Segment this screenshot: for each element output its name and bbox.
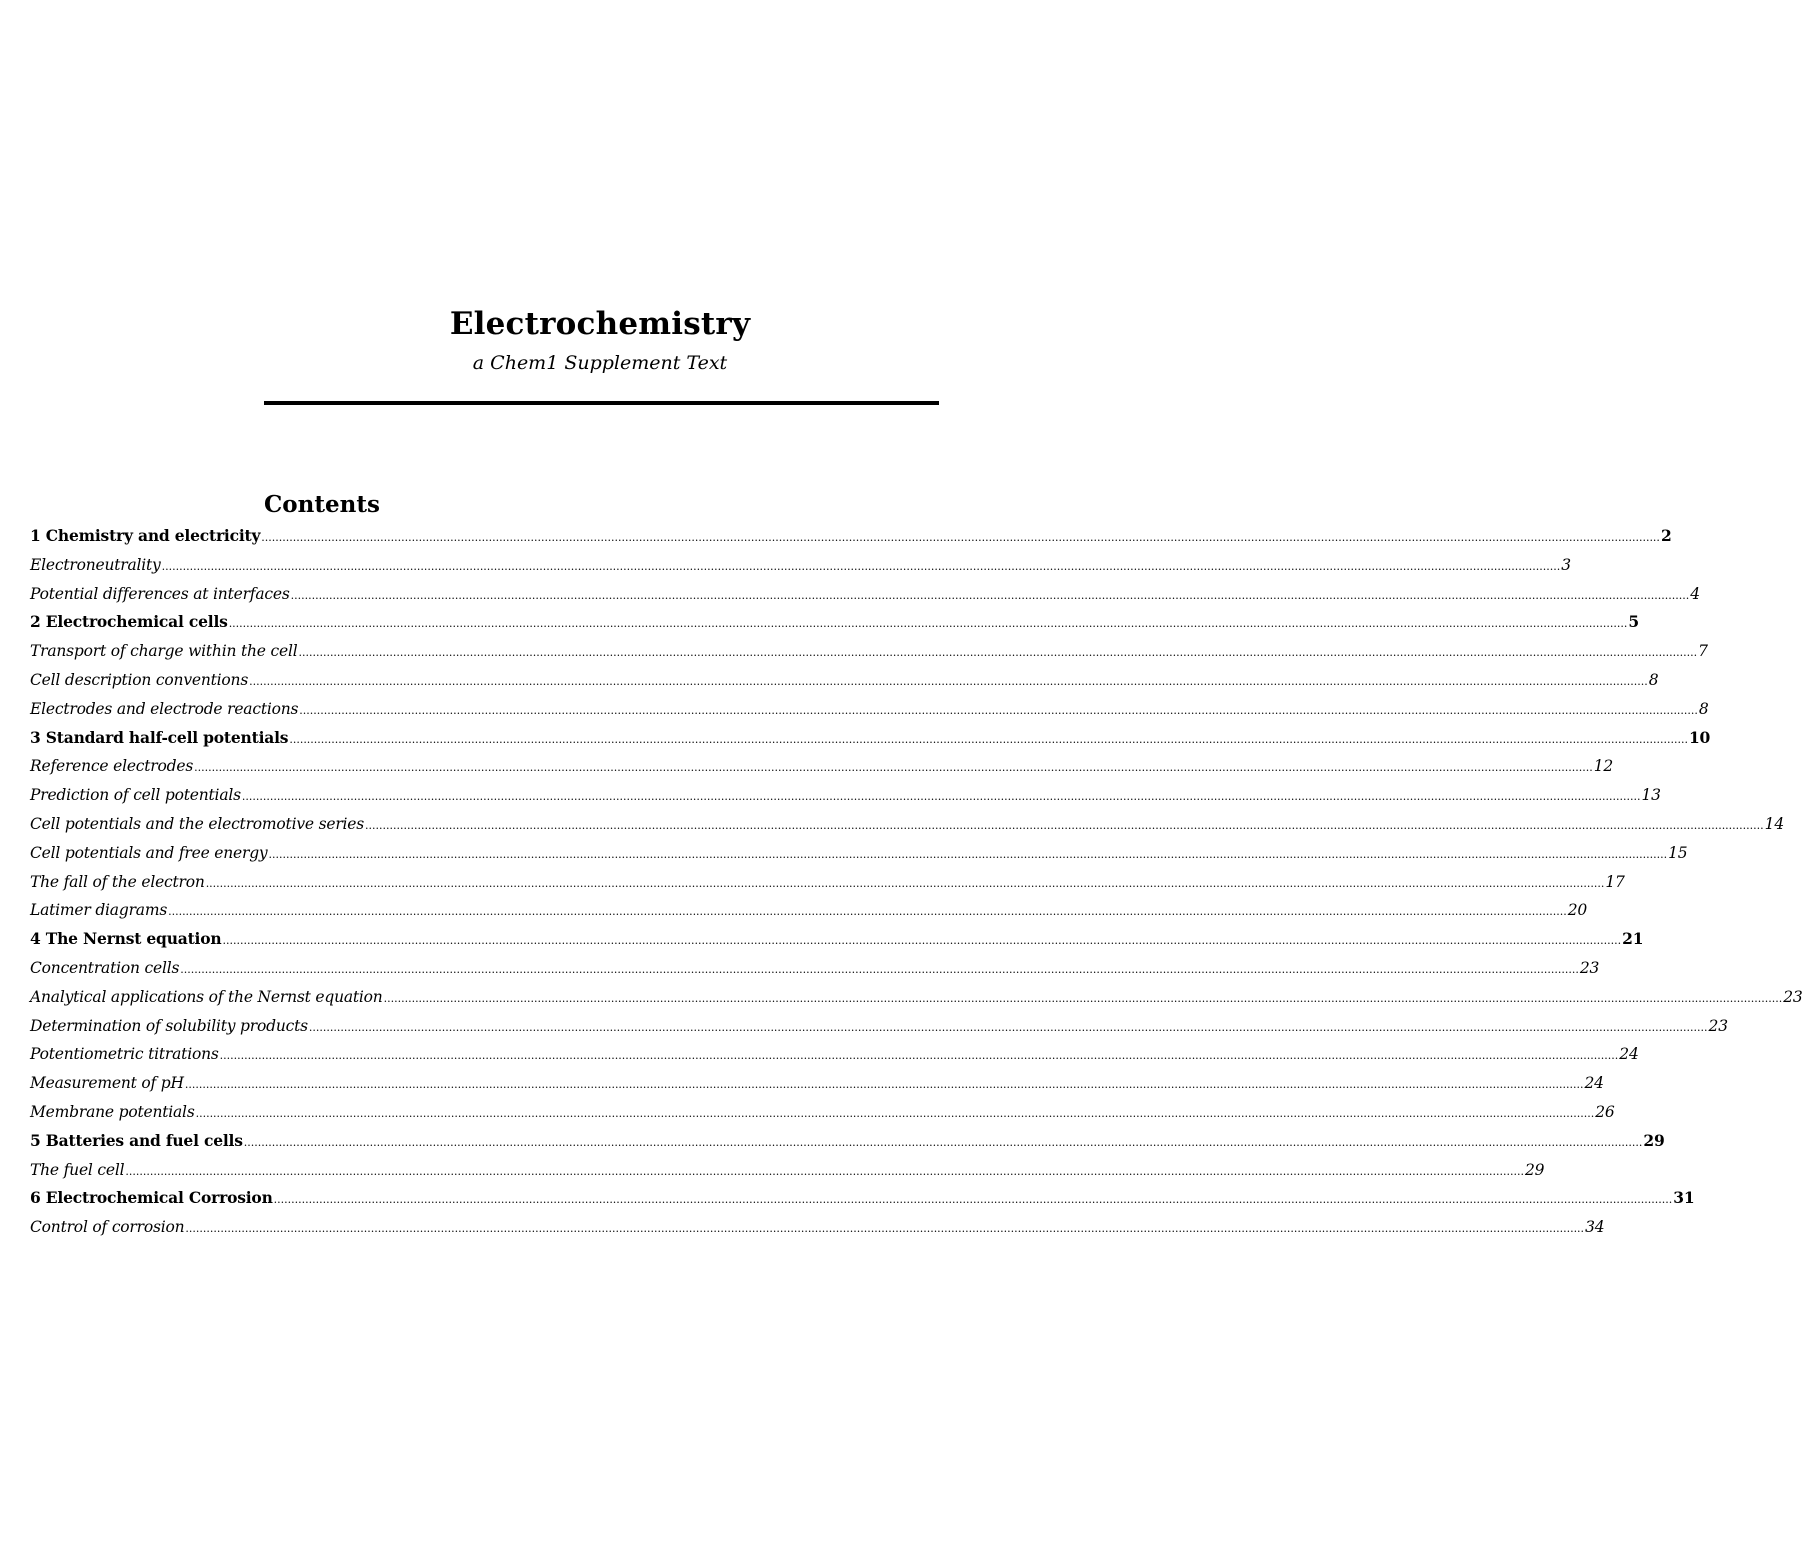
toc-entry-page-number: 23 — [1579, 958, 1600, 977]
toc-dot-leader: ................................................................................................................................................................................................................................................................................................................................................................................................................ — [243, 1135, 1643, 1149]
toc-entry-label: Potentiometric titrations — [30, 1045, 219, 1064]
toc-entry-page-number: 5 — [1628, 612, 1639, 632]
toc-dot-leader: ................................................................................................................................................................................................................................................................................................................................................................................................................ — [228, 617, 1628, 631]
toc-entry-page-number: 2 — [1660, 526, 1672, 545]
toc-section-entry[interactable] — [30, 695, 1709, 724]
toc-dot-leader: ................................................................................................................................................................................................................................................................................................................................................................................................................ — [219, 1049, 1619, 1063]
toc-entry-page-number: 4 — [1690, 584, 1700, 603]
toc-section-entry[interactable] — [30, 839, 1688, 868]
title-divider — [264, 401, 939, 405]
toc-entry-label: 4 The Nernst equation — [30, 929, 222, 949]
toc-entry-label: Analytical applications of the Nernst equation — [30, 987, 383, 1006]
toc-entry-label: Cell potentials and the electromotive series — [30, 814, 365, 833]
toc-section-entry[interactable] — [30, 752, 1614, 781]
toc-dot-leader: ................................................................................................................................................................................................................................................................................................................................................................................................................ — [161, 559, 1561, 573]
toc-entry-label: Control of corrosion — [30, 1218, 185, 1237]
toc-chapter-entry[interactable] — [30, 724, 1711, 753]
toc-section-entry[interactable] — [30, 1040, 1639, 1069]
toc-dot-leader: ................................................................................................................................................................................................................................................................................................................................................................................................................ — [365, 818, 1764, 832]
toc-entry-label: 1 Chemistry and electricity — [30, 526, 261, 545]
toc-entry-label: 3 Standard half-cell potentials — [30, 727, 289, 747]
toc-entry-page-number: 15 — [1668, 843, 1688, 862]
table-of-contents — [30, 522, 1803, 1242]
toc-entry-label: Membrane potentials — [30, 1102, 195, 1121]
toc-entry-label: Cell description conventions — [30, 670, 249, 689]
toc-entry-label: Prediction of cell potentials — [30, 786, 241, 805]
toc-entry-label: Determination of solubility products — [30, 1016, 308, 1035]
toc-dot-leader: ................................................................................................................................................................................................................................................................................................................................................................................................................ — [168, 905, 1567, 919]
toc-dot-leader: ................................................................................................................................................................................................................................................................................................................................................................................................................ — [125, 1164, 1525, 1178]
toc-section-entry[interactable] — [30, 551, 1571, 580]
toc-section-entry[interactable] — [30, 1156, 1545, 1185]
toc-section-entry[interactable] — [30, 1012, 1728, 1041]
toc-chapter-entry[interactable] — [30, 1127, 1665, 1156]
toc-dot-leader: ................................................................................................................................................................................................................................................................................................................................................................................................................ — [261, 531, 1660, 544]
toc-section-entry[interactable] — [30, 781, 1661, 810]
toc-section-entry[interactable] — [30, 637, 1708, 666]
toc-entry-page-number: 7 — [1698, 642, 1708, 661]
contents-heading: Contents — [264, 491, 380, 518]
toc-dot-leader: ................................................................................................................................................................................................................................................................................................................................................................................................................ — [268, 847, 1668, 861]
toc-section-entry[interactable] — [30, 666, 1659, 695]
toc-entry-page-number: 3 — [1561, 555, 1571, 574]
toc-dot-leader: ................................................................................................................................................................................................................................................................................................................................................................................................................ — [180, 962, 1579, 976]
toc-entry-label: Electroneutrality — [30, 555, 161, 574]
toc-dot-leader: ................................................................................................................................................................................................................................................................................................................................................................................................................ — [241, 790, 1641, 804]
toc-dot-leader: ................................................................................................................................................................................................................................................................................................................................................................................................................ — [222, 934, 1622, 948]
toc-dot-leader: ................................................................................................................................................................................................................................................................................................................................................................................................................ — [289, 732, 1688, 746]
toc-dot-leader: ................................................................................................................................................................................................................................................................................................................................................................................................................ — [308, 1020, 1708, 1034]
toc-entry-page-number: 8 — [1648, 670, 1659, 689]
toc-dot-leader: ................................................................................................................................................................................................................................................................................................................................................................................................................ — [290, 588, 1690, 602]
toc-entry-page-number: 34 — [1585, 1218, 1605, 1237]
toc-dot-leader: ................................................................................................................................................................................................................................................................................................................................................................................................................ — [249, 674, 1648, 688]
toc-entry-page-number: 23 — [1708, 1016, 1728, 1035]
toc-entry-page-number: 29 — [1525, 1160, 1545, 1179]
toc-dot-leader: ................................................................................................................................................................................................................................................................................................................................................................................................................ — [298, 646, 1698, 660]
toc-entry-label: Transport of charge within the cell — [30, 642, 298, 661]
toc-section-entry[interactable] — [30, 896, 1588, 925]
toc-chapter-entry[interactable] — [30, 608, 1639, 637]
toc-entry-page-number: 10 — [1688, 727, 1711, 747]
toc-section-entry[interactable] — [30, 868, 1625, 897]
toc-dot-leader: ................................................................................................................................................................................................................................................................................................................................................................................................................ — [185, 1222, 1585, 1236]
toc-dot-leader: ................................................................................................................................................................................................................................................................................................................................................................................................................ — [299, 703, 1698, 717]
toc-entry-page-number: 12 — [1593, 757, 1614, 776]
toc-entry-page-number: 20 — [1567, 901, 1588, 920]
toc-dot-leader: ................................................................................................................................................................................................................................................................................................................................................................................................................ — [195, 1106, 1595, 1120]
toc-entry-page-number: 13 — [1641, 786, 1661, 805]
toc-section-entry[interactable] — [30, 580, 1700, 609]
toc-chapter-entry[interactable] — [30, 925, 1644, 954]
toc-entry-label: Reference electrodes — [30, 757, 194, 776]
document-subtitle: a Chem1 Supplement Text — [472, 352, 728, 374]
toc-chapter-entry[interactable] — [30, 1184, 1695, 1213]
toc-entry-page-number: 8 — [1698, 699, 1709, 718]
toc-entry-label: 2 Electrochemical cells — [30, 612, 228, 632]
toc-dot-leader: ................................................................................................................................................................................................................................................................................................................................................................................................................ — [273, 1193, 1673, 1207]
toc-section-entry[interactable] — [30, 810, 1784, 839]
toc-section-entry[interactable] — [30, 954, 1600, 983]
toc-section-entry[interactable] — [30, 1213, 1605, 1242]
toc-dot-leader: ................................................................................................................................................................................................................................................................................................................................................................................................................ — [184, 1078, 1584, 1092]
toc-entry-page-number: 24 — [1584, 1074, 1604, 1093]
toc-entry-page-number: 14 — [1764, 814, 1784, 833]
toc-section-entry[interactable] — [30, 1098, 1615, 1127]
toc-entry-label: Latimer diagrams — [30, 901, 168, 920]
toc-entry-page-number: 24 — [1619, 1045, 1639, 1064]
toc-entry-label: The fuel cell — [30, 1160, 125, 1179]
toc-entry-label: Electrodes and electrode reactions — [30, 699, 299, 718]
toc-entry-page-number: 17 — [1605, 872, 1625, 891]
toc-entry-page-number: 26 — [1595, 1102, 1615, 1121]
toc-dot-leader: ................................................................................................................................................................................................................................................................................................................................................................................................................ — [205, 876, 1605, 890]
toc-section-entry[interactable] — [30, 1069, 1604, 1098]
toc-chapter-entry[interactable] — [30, 522, 1672, 551]
toc-entry-label: 6 Electrochemical Corrosion — [30, 1188, 273, 1208]
toc-entry-label: 5 Batteries and fuel cells — [30, 1130, 243, 1150]
toc-entry-page-number: 23 — [1783, 987, 1803, 1006]
toc-entry-page-number: 21 — [1622, 929, 1644, 949]
toc-dot-leader: ................................................................................................................................................................................................................................................................................................................................................................................................................ — [194, 761, 1593, 775]
toc-entry-page-number: 31 — [1673, 1188, 1695, 1208]
toc-entry-label: The fall of the electron — [30, 872, 205, 891]
toc-entry-label: Concentration cells — [30, 958, 180, 977]
toc-dot-leader: ................................................................................................................................................................................................................................................................................................................................................................................................................ — [383, 991, 1783, 1005]
toc-entry-label: Cell potentials and free energy — [30, 843, 268, 862]
toc-section-entry[interactable] — [30, 983, 1803, 1012]
toc-entry-page-number: 29 — [1643, 1130, 1665, 1150]
document-title: Electrochemistry — [449, 306, 751, 342]
toc-entry-label: Potential differences at interfaces — [30, 584, 290, 603]
toc-entry-label: Measurement of pH — [30, 1074, 184, 1093]
